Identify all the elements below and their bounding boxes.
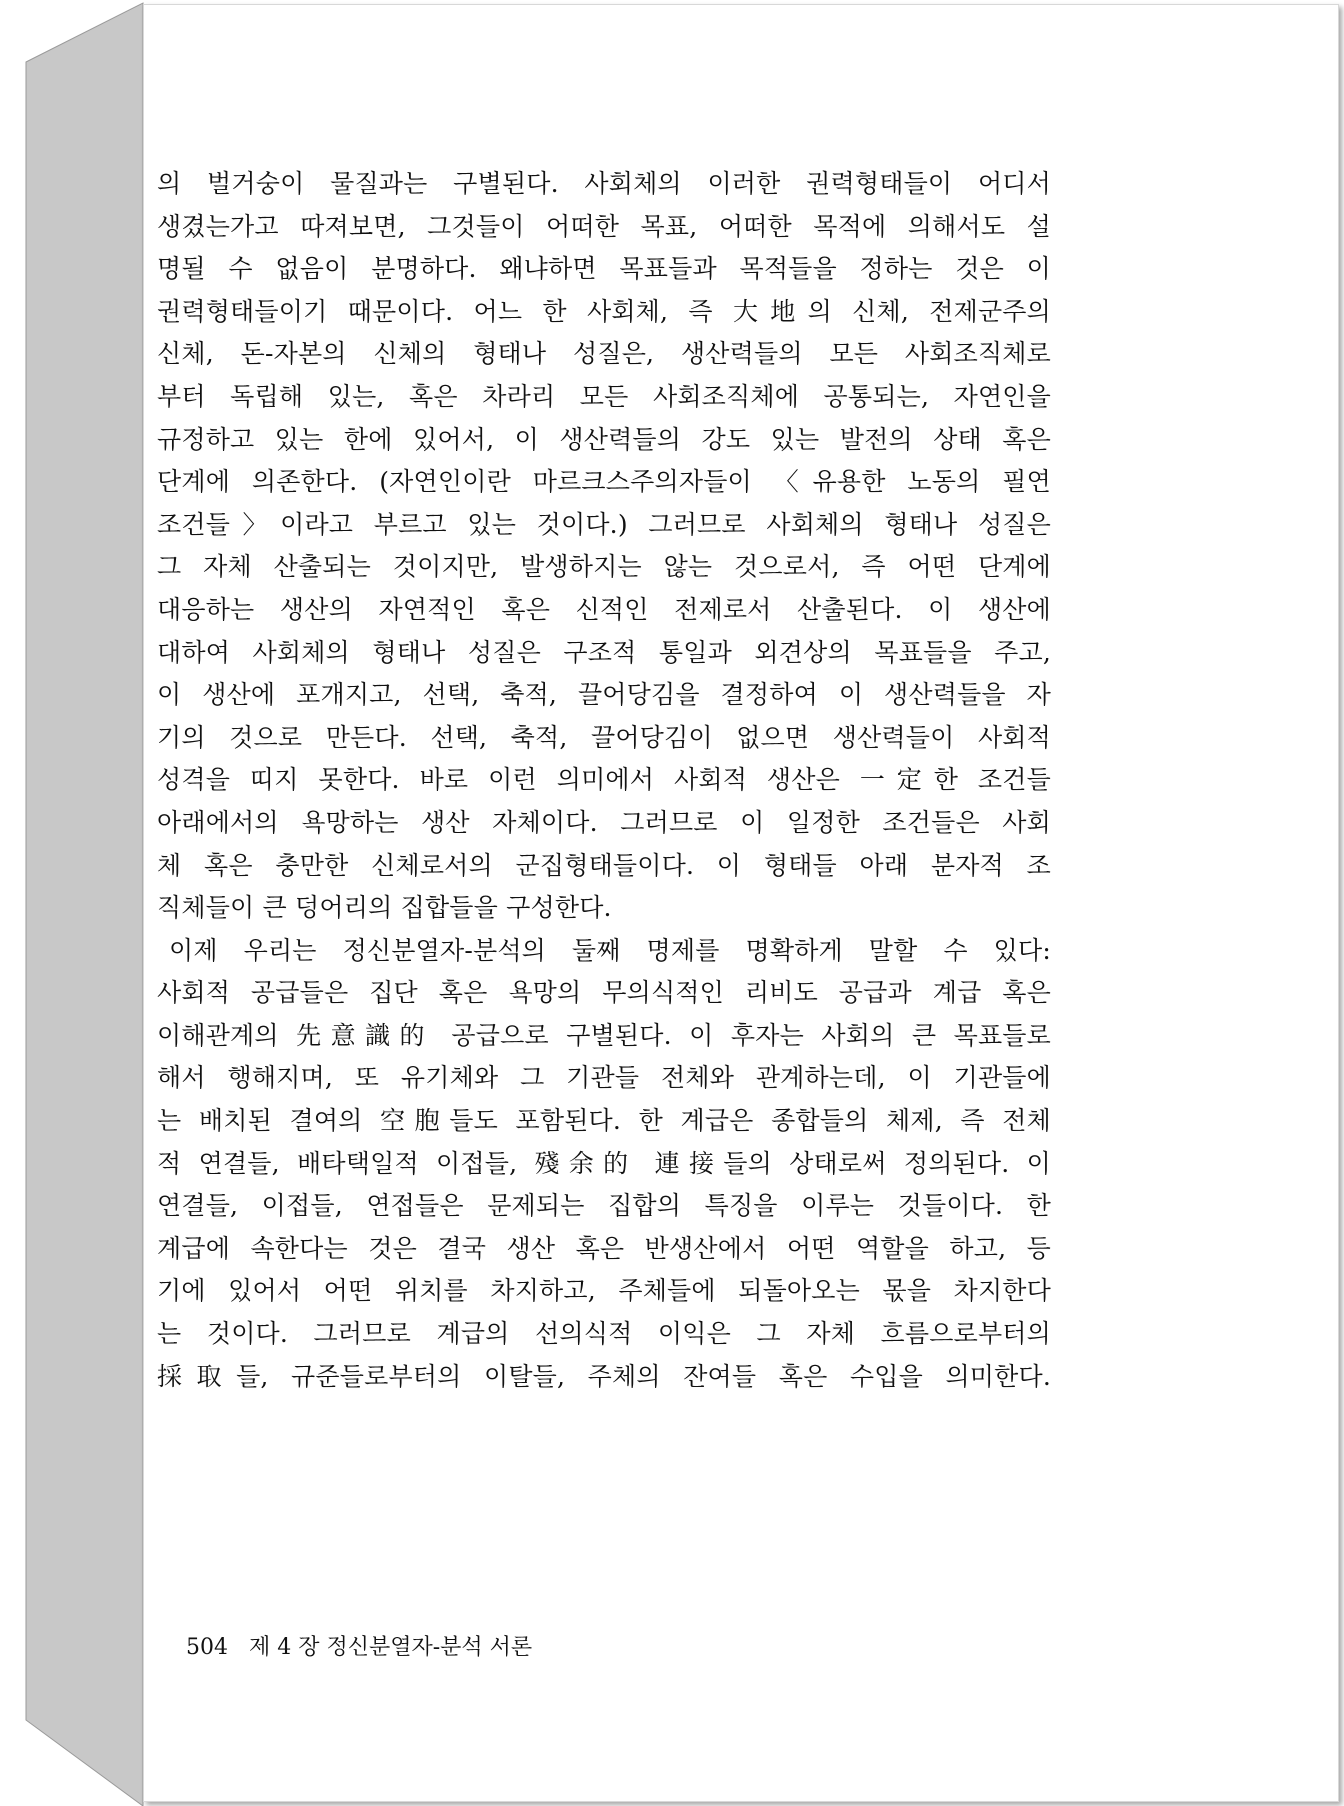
text-line: 는 배치된 결여의 空胞들도 포함된다. 한 계급은 종합들의 체제, 즉 전체: [157, 1106, 1051, 1136]
text-line: 이제 우리는 정신분열자-분석의 둘째 명제를 명확하게 말할 수 있다:: [169, 935, 1051, 965]
text-line: 採取들, 규준들로부터의 이탈들, 주체의 잔여들 혹은 수입을 의미한다.: [157, 1361, 1051, 1391]
page-footer: [186, 1630, 532, 1661]
text-line: 규정하고 있는 한에 있어서, 이 생산력들의 강도 있는 발전의 상태 혹은: [157, 424, 1051, 454]
text-line: 의 벌거숭이 물질과는 구별된다. 사회체의 이러한 권력형태들이 어디서: [157, 169, 1051, 198]
text-line: 성격을 띠지 못한다. 바로 이런 의미에서 사회적 생산은 一定한 조건들: [157, 765, 1051, 795]
text-line: 신체, 돈-자본의 신체의 형태나 성질은, 생산력들의 모든 사회조직체로: [157, 339, 1051, 369]
text-line: 계급에 속한다는 것은 결국 생산 혹은 반생산에서 어떤 역할을 하고, 등: [157, 1233, 1051, 1263]
body-text: [157, 163, 1051, 1398]
text-line: 그 자체 산출되는 것이지만, 발생하지는 않는 것으로서, 즉 어떤 단계에: [157, 552, 1051, 582]
text-line: 사회적 공급들은 집단 혹은 욕망의 무의식적인 리비도 공급과 계급 혹은: [157, 978, 1051, 1008]
text-line: 는 것이다. 그러므로 계급의 선의식적 이익은 그 자체 흐름으로부터의: [157, 1319, 1051, 1349]
text-line: 권력형태들이기 때문이다. 어느 한 사회체, 즉 大地의 신체, 전제군주의: [157, 296, 1051, 326]
text-line: 부터 독립해 있는, 혹은 차라리 모든 사회조직체에 공통되는, 자연인을: [157, 381, 1051, 411]
text-line: 해서 행해지며, 또 유기체와 그 기관들 전체와 관계하는데, 이 기관들에: [157, 1063, 1051, 1093]
book-spine: [0, 0, 150, 1806]
page-number: 504: [186, 1635, 228, 1660]
text-line: 단계에 의존한다. (자연인이란 마르크스주의자들이 〈유용한 노동의 필연: [157, 467, 1051, 497]
text-line: 체 혹은 충만한 신체로서의 군집형태들이다. 이 형태들 아래 분자적 조: [157, 850, 1051, 880]
text-line: 명될 수 없음이 분명하다. 왜냐하면 목표들과 목적들을 정하는 것은 이: [157, 254, 1051, 284]
text-line: 이 생산에 포개지고, 선택, 축적, 끌어당김을 결정하여 이 생산력들을 자: [157, 680, 1051, 710]
text-line: 연결들, 이접들, 연접들은 문제되는 집합의 특징을 이루는 것들이다. 한: [157, 1191, 1051, 1221]
text-line: 조건들〉이라고 부르고 있는 것이다.) 그러므로 사회체의 형태나 성질은: [157, 509, 1051, 539]
text-line: 적 연결들, 배타택일적 이접들, 殘余的 連接들의 상태로써 정의된다. 이: [157, 1148, 1051, 1178]
text-line: 이해관계의 先意識的 공급으로 구별된다. 이 후자는 사회의 큰 목표들로: [157, 1020, 1051, 1050]
text-line: 기에 있어서 어떤 위치를 차지하고, 주체들에 되돌아오는 몫을 차지한다: [157, 1276, 1051, 1306]
text-line: 아래에서의 욕망하는 생산 자체이다. 그러므로 이 일정한 조건들은 사회: [157, 807, 1051, 837]
text-line: 대응하는 생산의 자연적인 혹은 신적인 전제로서 산출된다. 이 생산에: [157, 594, 1051, 624]
text-line: 생겼는가고 따져보면, 그것들이 어떠한 목표, 어떠한 목적에 의해서도 설: [157, 211, 1051, 241]
text-line: 대하여 사회체의 형태나 성질은 구조적 통일과 외견상의 목표들을 주고,: [157, 637, 1051, 667]
text-line: 직체들이 큰 덩어리의 집합들을 구성한다.: [157, 893, 612, 923]
running-head: 제 4 장 정신분열자-분석 서론: [249, 1635, 533, 1660]
text-line: 기의 것으로 만든다. 선택, 축적, 끌어당김이 없으면 생산력들이 사회적: [157, 722, 1051, 752]
